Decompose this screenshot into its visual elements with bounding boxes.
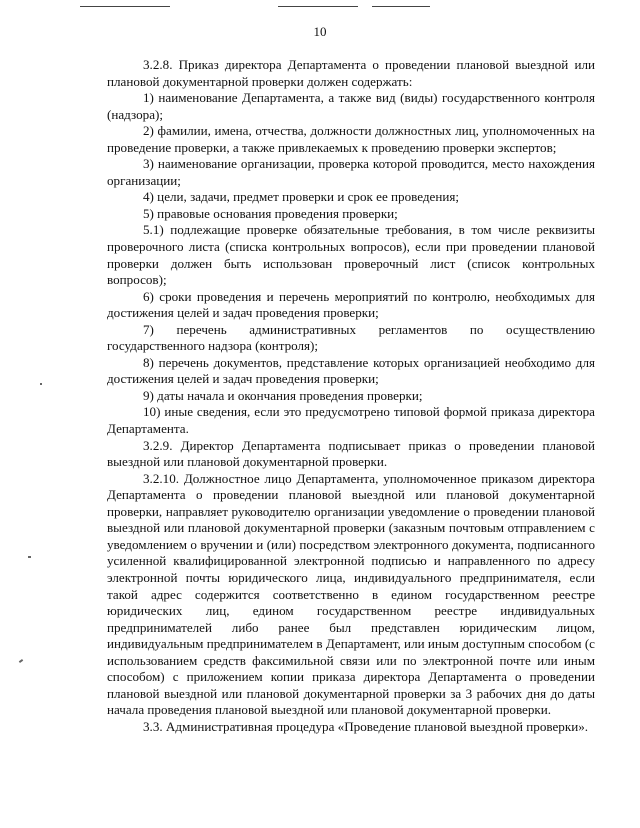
list-item-10: 10) иные сведения, если это предусмотрено типовой формой приказа директора Департамента. (107, 404, 595, 437)
scan-speck (28, 556, 31, 558)
list-item-6: 6) сроки проведения и перечень мероприятий по контролю, необходимых для достижения целей и задач проведения проверки; (107, 288, 595, 321)
list-item-2: 2) фамилии, имена, отчества, должности должностных лиц, уполномоченных на проведение проверки, а также привлекаемых к проведению проверки экспертов; (107, 123, 595, 155)
scan-line-right (372, 6, 430, 7)
page-number: 10 (313, 24, 327, 39)
document-body (107, 57, 595, 735)
list-item-5: 5) правовые основания проведения проверки; (143, 205, 398, 221)
list-item-5-1: 5.1) подлежащие проверке обязательные требования, в том числе реквизиты проверочного листа (списка контрольных вопросов), если при проведении плановой проверки должен быть использован проверочный лист (список контрольных вопросов); (107, 222, 595, 288)
list-item-8: 8) перечень документов, представление которых организацией необходимо для достижения целей и задач проведения проверки; (107, 354, 595, 387)
scan-speck (19, 659, 23, 663)
scan-line-center (278, 6, 358, 7)
list-item-7: 7) перечень административных регламентов по осуществлению государственного надзора (контроля); (107, 321, 595, 354)
scan-line-left (80, 6, 170, 7)
paragraph-3-2-8: 3.2.8. Приказ директора Департамента о проведении плановой выездной или плановой документарной проверки должен содержать: (107, 57, 595, 89)
list-item-3: 3) наименование организации, проверка которой проводится, место нахождения организации; (107, 156, 595, 188)
list-item-9: 9) даты начала и окончания проведения проверки; (143, 387, 423, 403)
paragraph-3-3: 3.3. Административная процедура «Проведение плановой выездной проверки». (143, 718, 589, 734)
list-item-4: 4) цели, задачи, предмет проверки и срок ее проведения; (143, 189, 460, 205)
scan-speck (40, 383, 42, 385)
list-item-1: 1) наименование Департамента, а также вид (виды) государственного контроля (надзора); (107, 90, 595, 122)
paragraph-3-2-9: 3.2.9. Директор Департамента подписывает приказ о проведении плановой выездной или плановой документарной проверки. (107, 437, 595, 470)
paragraph-3-2-10: 3.2.10. Должностное лицо Департамента, уполномоченное приказом директора Департамента о проведении плановой выездной или плановой документарной проверки, направляет руководителю организации уведомление о проведении плановой выездной или плановой документарной проверки (заказным почтовым отправлением с уведомлением о вручении и (или) посредством электронного документа, подписанного усиленной квалифицированной электронной подписью и направленного по адресу электронной почты юридического лица, индивидуального предпринимателя, если такой адрес содержится соответственно в едином государственном реестре юридических лиц, едином государственном реестре индивидуальных предпринимателей либо ранее был представлен юридическим лицом, индивидуальным предпринимателем в Департамент, или иным доступным способом (с использованием средств факсимильной связи или по электронной почте или иным способом) с приложением копии приказа директора Департамента о проведении плановой выездной или плановой документарной проверки за 3 рабочих дня до даты начала проведения плановой выездной или плановой документарной проверки. (107, 470, 595, 718)
